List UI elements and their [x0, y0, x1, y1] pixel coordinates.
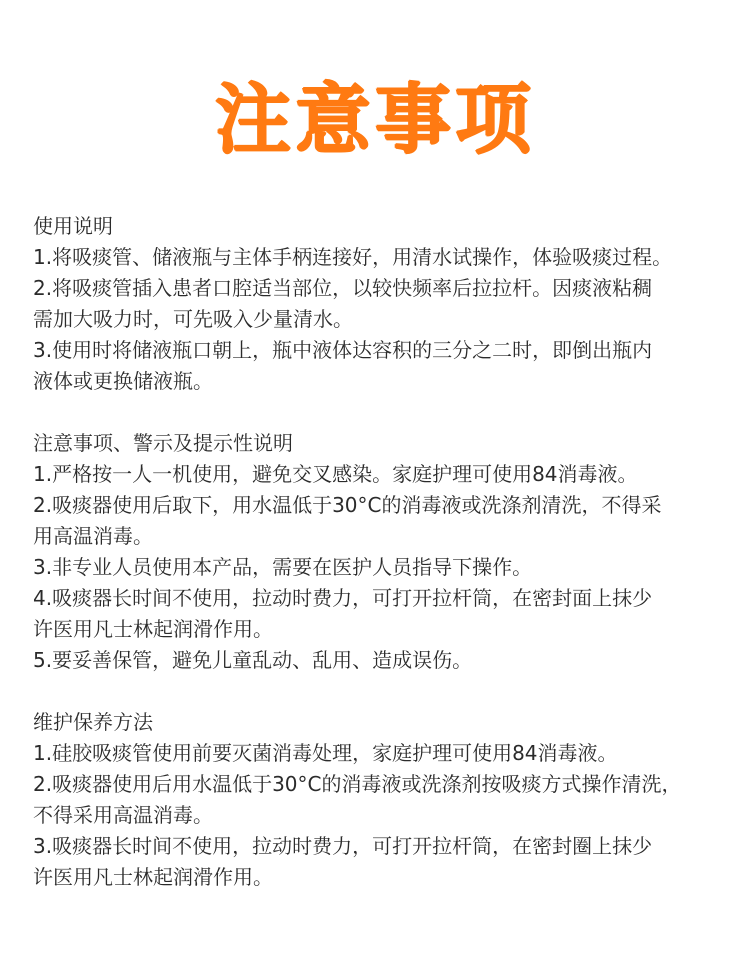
text-line: 许医用凡士林起润滑作用。 — [33, 865, 273, 889]
text-line: 1.硅胶吸痰管使用前要灭菌消毒处理，家庭护理可使用84消毒液。 — [33, 741, 618, 765]
text-line: 4.吸痰器长时间不使用，拉动时费力，可打开拉杆筒，在密封面上抹少 — [33, 586, 653, 610]
text-line: 3.使用时将储液瓶口朝上，瓶中液体达容积的三分之二时，即倒出瓶内 — [33, 338, 653, 362]
section-warnings — [33, 428, 723, 676]
text-line: 5.要妥善保管，避免儿童乱动、乱用、造成误伤。 — [33, 648, 473, 672]
text-line: 3.非专业人员使用本产品，需要在医护人员指导下操作。 — [33, 555, 533, 579]
text-line: 2.吸痰器使用后用水温低于30°C的消毒液或洗涤剂按吸痰方式操作清洗， — [33, 772, 682, 796]
text-line: 需加大吸力时，可先吸入少量清水。 — [33, 307, 353, 331]
text-line: 用高温消毒。 — [33, 524, 153, 548]
section-heading: 维护保养方法 — [33, 710, 153, 734]
section-heading: 使用说明 — [33, 214, 113, 238]
text-line: 1.严格按一人一机使用，避免交叉感染。家庭护理可使用84消毒液。 — [33, 462, 638, 486]
text-line: 许医用凡士林起润滑作用。 — [33, 617, 273, 641]
section-maintenance — [33, 707, 723, 893]
page-title: 注意事项 — [215, 75, 535, 164]
section-heading: 注意事项、警示及提示性说明 — [33, 431, 293, 455]
text-line: 3.吸痰器长时间不使用，拉动时费力，可打开拉杆筒，在密封圈上抹少 — [33, 834, 653, 858]
section-usage — [33, 211, 723, 397]
text-line: 液体或更换储液瓶。 — [33, 369, 213, 393]
text-line: 1.将吸痰管、储液瓶与主体手柄连接好，用清水试操作，体验吸痰过程。 — [33, 245, 673, 269]
instructions-body — [33, 211, 723, 893]
text-line: 2.吸痰器使用后取下，用水温低于30°C的消毒液或洗涤剂清洗，不得采 — [33, 493, 662, 517]
text-line: 不得采用高温消毒。 — [33, 803, 213, 827]
text-line: 2.将吸痰管插入患者口腔适当部位，以较快频率后拉拉杆。因痰液粘稠 — [33, 276, 653, 300]
